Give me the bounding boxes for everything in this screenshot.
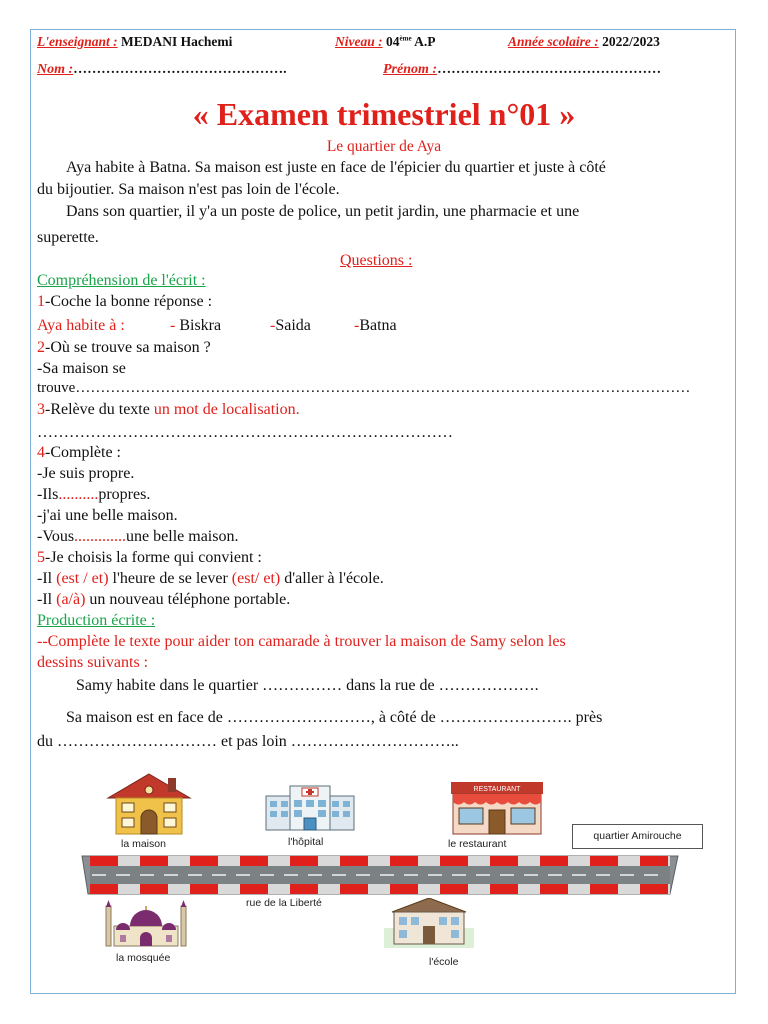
q2-text: -Où se trouve sa maison ? bbox=[45, 339, 211, 356]
production-instruction-line1: --Complète le texte pour aider ton camarade à trouver la maison de Samy selon les bbox=[37, 633, 566, 650]
q2-statement bbox=[37, 339, 211, 357]
q5-text: -Je choisis la forme qui convient : bbox=[45, 549, 262, 566]
q2-number: 2 bbox=[37, 339, 45, 356]
district-label: quartier Amirouche bbox=[572, 824, 703, 849]
firstname-line bbox=[383, 62, 661, 78]
q4-line-text-after: propres. bbox=[98, 486, 151, 503]
q4-line-2 bbox=[37, 486, 150, 504]
q2-answer-line1: -Sa maison se bbox=[37, 360, 126, 377]
option-label: Saida bbox=[275, 317, 311, 334]
q4-blank[interactable]: ............. bbox=[74, 528, 127, 545]
school-icon bbox=[384, 898, 474, 948]
q4-line-text: -Je suis propre. bbox=[37, 465, 135, 482]
q1-statement bbox=[37, 293, 212, 311]
option-label: Batna bbox=[359, 317, 397, 334]
mosque-label: la mosquée bbox=[116, 952, 171, 964]
level-sup: ème bbox=[399, 34, 412, 43]
q1-option-saida[interactable] bbox=[270, 317, 311, 335]
teacher-label: L'enseignant : bbox=[37, 34, 118, 49]
school-label: l'école bbox=[429, 956, 459, 968]
q5-text-after: un nouveau téléphone portable. bbox=[85, 591, 291, 608]
hospital-icon bbox=[262, 780, 358, 832]
production-title: Production écrite : bbox=[37, 612, 156, 629]
q3-text: -Relève du texte bbox=[45, 401, 154, 418]
firstname-dots: ………………………………………… bbox=[437, 62, 662, 77]
q3-number: 3 bbox=[37, 401, 45, 418]
q4-line-3 bbox=[37, 507, 178, 525]
teacher-line bbox=[37, 34, 232, 50]
level-label: Niveau : bbox=[335, 34, 383, 49]
teacher-name: MEDANI Hachemi bbox=[121, 34, 233, 49]
paragraph2-line1: Dans son quartier, il y'a un poste de police, un petit jardin, une pharmacie et une bbox=[66, 203, 580, 220]
q4-text: -Complète : bbox=[45, 444, 121, 461]
q4-line-4 bbox=[37, 528, 238, 546]
q1-option-batna[interactable] bbox=[354, 317, 397, 335]
questions-title: Questions : bbox=[340, 252, 413, 269]
option-dash: - bbox=[270, 317, 276, 334]
restaurant-sign: RESTAURANT bbox=[473, 786, 521, 793]
q5-choice[interactable]: (est / et) bbox=[56, 570, 109, 587]
option-dash: - bbox=[354, 317, 360, 334]
year-line bbox=[508, 34, 660, 50]
mosque-icon bbox=[100, 900, 192, 948]
level-suffix: A.P bbox=[411, 34, 436, 49]
paragraph2-line2: superette. bbox=[37, 229, 99, 246]
restaurant-label: le restaurant bbox=[448, 838, 507, 850]
text-title: Le quartier de Aya bbox=[326, 138, 442, 155]
q5-choice[interactable]: (est/ et) bbox=[231, 570, 281, 587]
production-line2[interactable]: Sa maison est en face de ………………………, à côté de ……………………. près bbox=[66, 709, 603, 726]
q2-answer-line2[interactable]: trouve…………………………………………………………………………………………………………… bbox=[37, 380, 691, 396]
q5-text-before: -Il bbox=[37, 591, 57, 608]
option-label: Biskra bbox=[175, 317, 222, 334]
comprehension-title: Compréhension de l'écrit : bbox=[37, 272, 206, 289]
q4-line-text: -Vous bbox=[37, 528, 75, 545]
production-instruction-line2: dessins suivants : bbox=[37, 654, 149, 671]
q4-line-text: -Ils bbox=[37, 486, 59, 503]
road bbox=[80, 852, 684, 898]
production-line3[interactable]: du ………………………… et pas loin ………………………….. bbox=[37, 733, 459, 750]
q4-line-1 bbox=[37, 465, 134, 483]
q4-statement bbox=[37, 444, 121, 462]
q5-text-after: d'aller à l'école. bbox=[280, 570, 384, 587]
name-line bbox=[37, 62, 287, 78]
street-label: rue de la Liberté bbox=[246, 897, 322, 909]
level-value: 04 bbox=[386, 34, 400, 49]
q1-text: -Coche la bonne réponse : bbox=[45, 293, 213, 310]
q3-text-red: un mot de localisation. bbox=[153, 401, 300, 418]
year-label: Année scolaire : bbox=[508, 34, 599, 49]
q5-number: 5 bbox=[37, 549, 45, 566]
restaurant-icon bbox=[447, 780, 547, 836]
option-dash: - bbox=[170, 317, 176, 334]
paragraph1-line1: Aya habite à Batna. Sa maison est juste en face de l'épicier du quartier et juste à côté bbox=[66, 159, 606, 176]
house-icon bbox=[104, 772, 194, 836]
q4-line-text-after: une belle maison. bbox=[126, 528, 239, 545]
q4-line-text: -j'ai une belle maison. bbox=[37, 507, 178, 524]
q1-lead: Aya habite à : bbox=[37, 317, 125, 334]
q5-text-mid: l'heure de se lever bbox=[108, 570, 232, 587]
q4-number: 4 bbox=[37, 444, 45, 461]
level-line bbox=[335, 34, 436, 50]
q1-option-biskra[interactable] bbox=[170, 317, 221, 335]
q3-answer-dots[interactable]: …………………………………………………………………… bbox=[37, 424, 453, 441]
q5-line-1 bbox=[37, 570, 384, 588]
q3-statement bbox=[37, 401, 300, 419]
house-label: la maison bbox=[121, 838, 166, 850]
q5-statement bbox=[37, 549, 262, 567]
q1-number: 1 bbox=[37, 293, 45, 310]
q5-choice[interactable]: (a/à) bbox=[56, 591, 86, 608]
name-dots: ………………………………………. bbox=[73, 62, 287, 77]
firstname-label: Prénom : bbox=[383, 62, 438, 77]
q5-line-2 bbox=[37, 591, 290, 609]
production-line1[interactable]: Samy habite dans le quartier …………… dans la rue de ………………. bbox=[76, 677, 539, 694]
paragraph1-line2: du bijoutier. Sa maison n'est pas loin de l'école. bbox=[37, 181, 340, 198]
year-value: 2022/2023 bbox=[602, 34, 660, 49]
hospital-label: l'hôpital bbox=[288, 836, 324, 848]
exam-title: « Examen trimestriel n°01 » bbox=[192, 96, 576, 132]
q5-text-before: -Il bbox=[37, 570, 57, 587]
name-label: Nom : bbox=[37, 62, 74, 77]
q4-blank[interactable]: .......... bbox=[58, 486, 99, 503]
